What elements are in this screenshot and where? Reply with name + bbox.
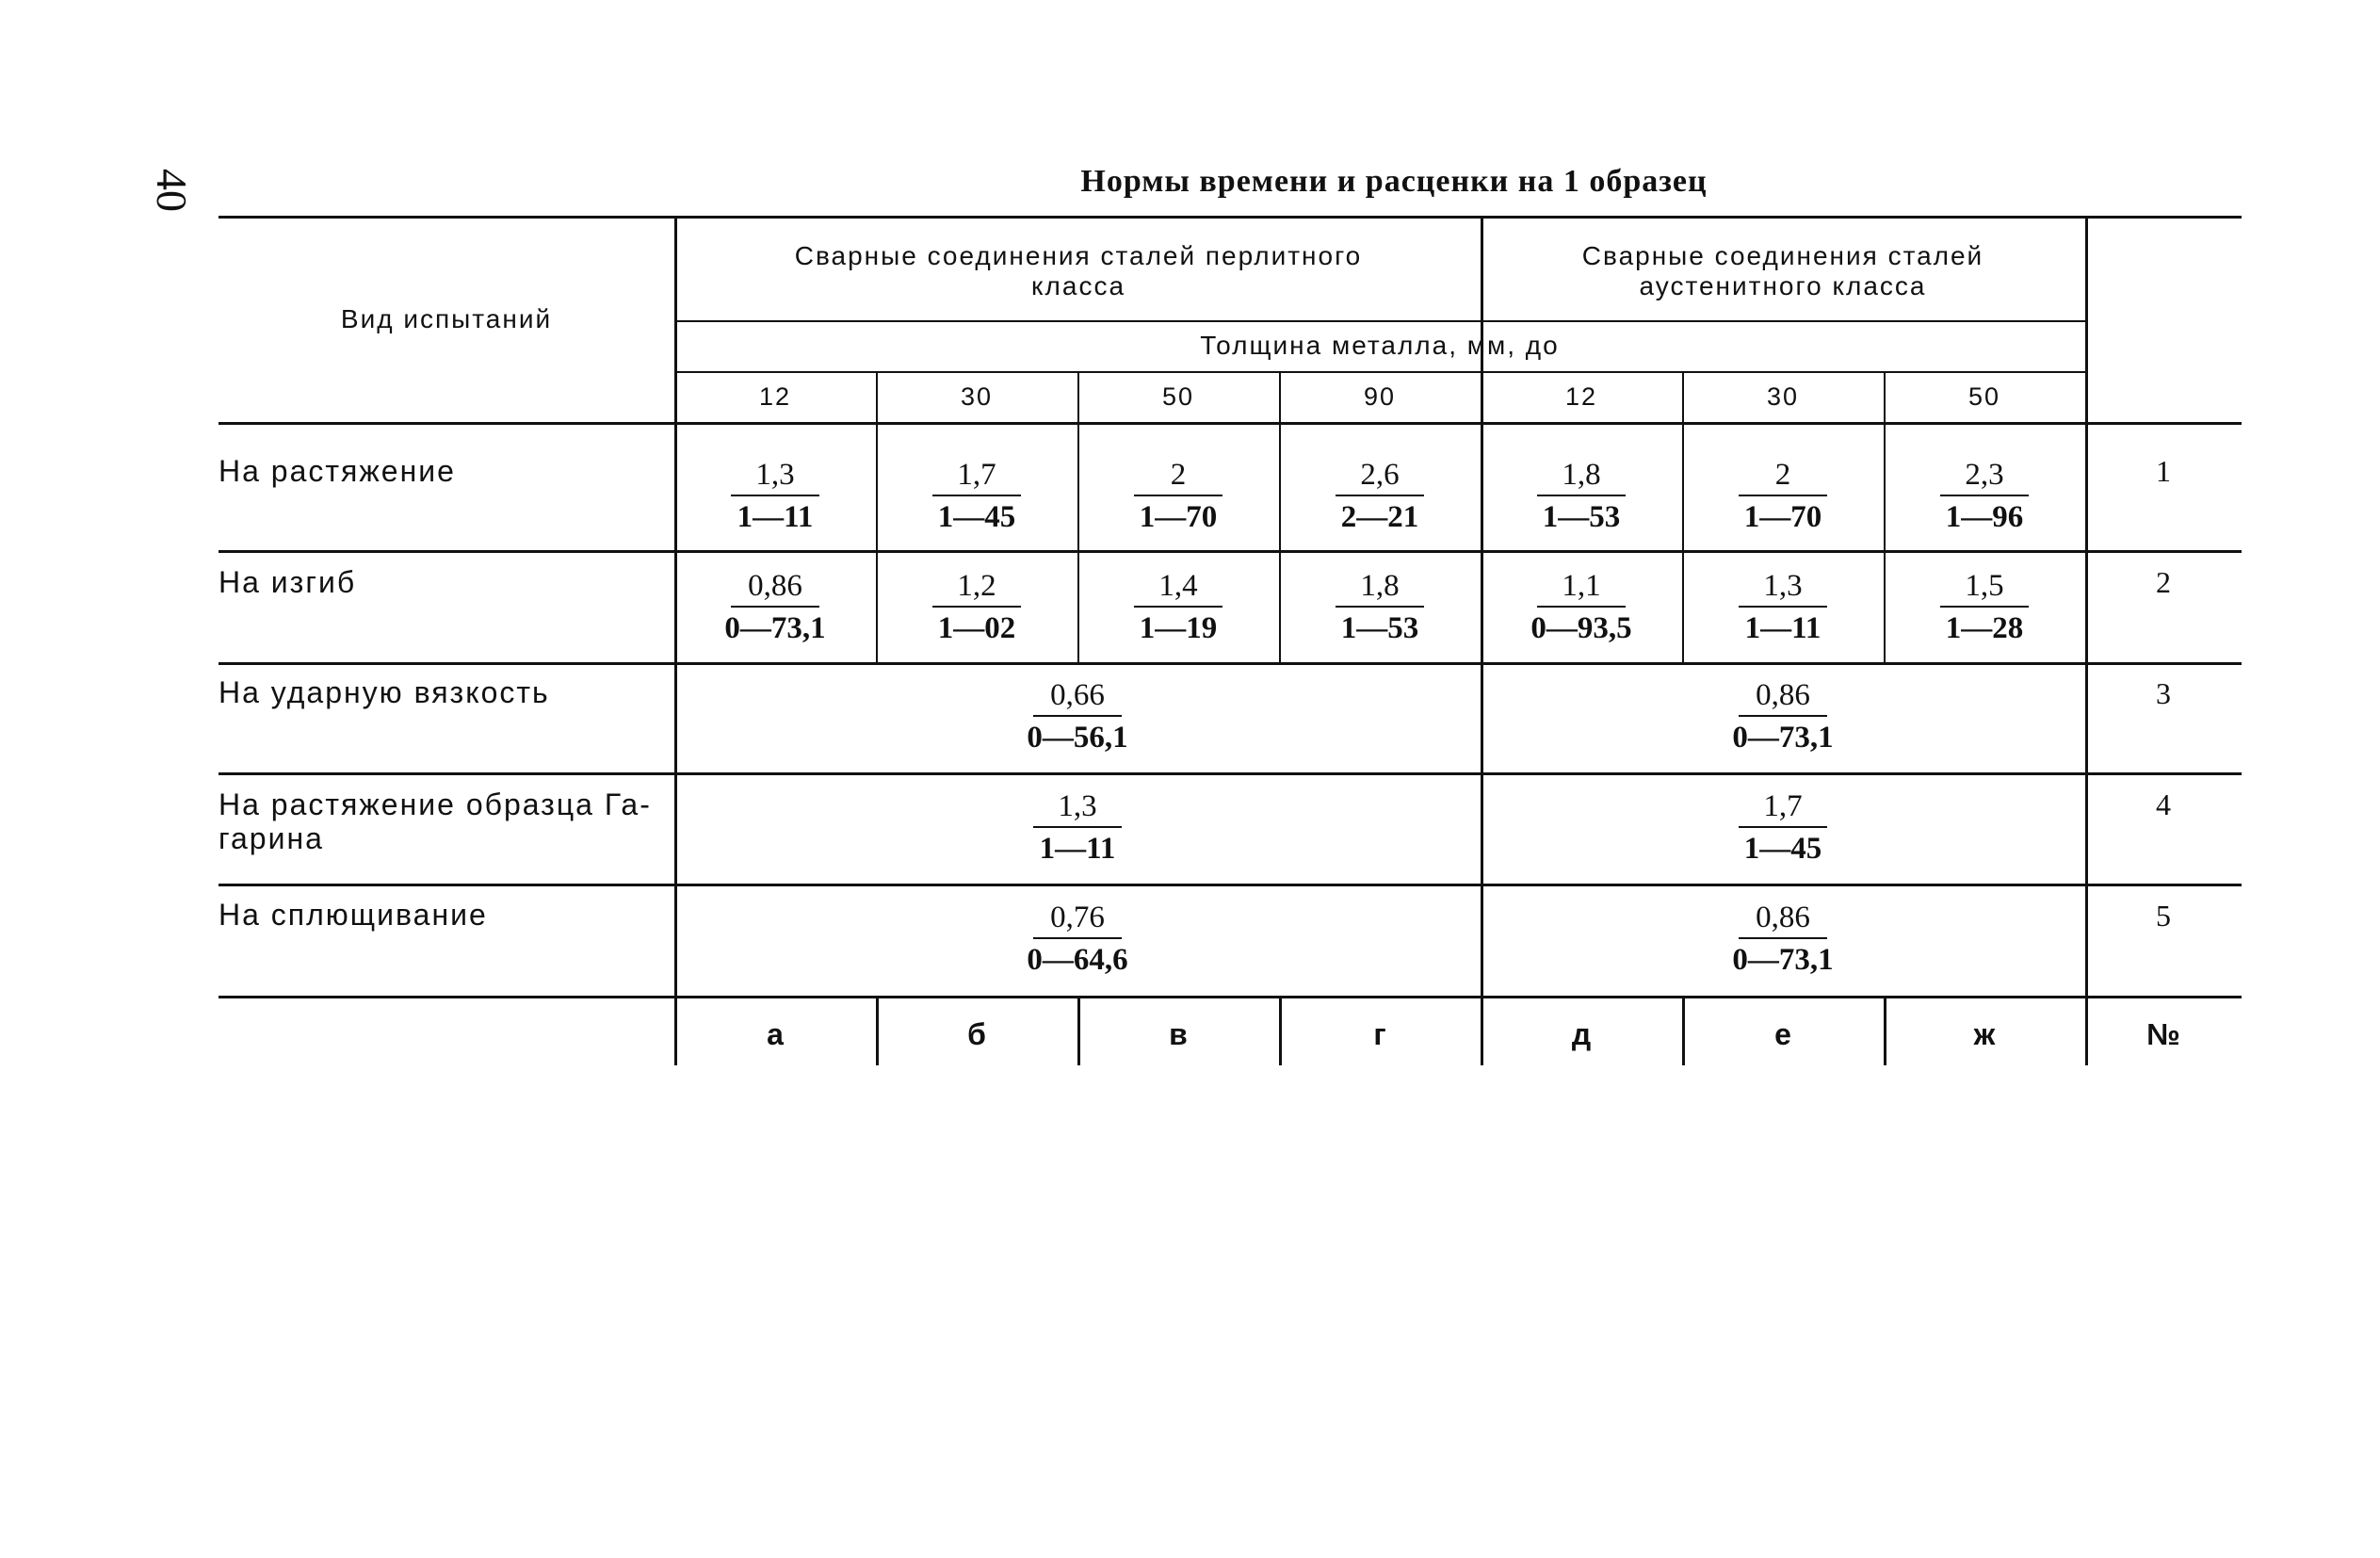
thickness-value-a: 12 — [758, 381, 792, 411]
value-cell — [674, 563, 876, 652]
time-value: 2 — [1134, 457, 1222, 496]
value-cell — [1884, 452, 2085, 541]
rate-value: 1—45 — [937, 500, 1016, 534]
time-value: 1,7 — [932, 457, 1021, 496]
rate-value: 1—19 — [1139, 611, 1218, 645]
number-column-label: № — [2146, 1016, 2180, 1051]
page-number: 40 — [148, 169, 196, 212]
row-number: 3 — [2156, 675, 2171, 710]
rule-v-numcol — [2085, 216, 2088, 1065]
rate-value: 1—70 — [1139, 500, 1218, 534]
value-cell-austenite — [1481, 784, 2085, 872]
column-letter-g: г — [1373, 1016, 1386, 1051]
row-label-gagarin — [219, 787, 661, 855]
rate-value: 0—73,1 — [724, 611, 826, 645]
header-group-perlite: Сварные соединения сталей перлитного класса — [794, 241, 1363, 300]
value-cell-perlite — [674, 895, 1481, 983]
column-letter-b: б — [967, 1016, 986, 1051]
rate-value: 0—93,5 — [1530, 611, 1632, 645]
row-number: 4 — [2156, 787, 2171, 821]
rate-value: 1—70 — [1743, 500, 1822, 534]
row-number: 1 — [2156, 453, 2171, 488]
column-letter-v: в — [1169, 1016, 1188, 1051]
row-number: 2 — [2156, 564, 2171, 599]
value-cell — [1077, 563, 1279, 652]
value-cell — [1481, 452, 1682, 541]
value-cell — [1279, 452, 1481, 541]
value-cell — [1884, 563, 2085, 652]
rate-value: 1—96 — [1945, 500, 2024, 534]
value-cell — [1279, 563, 1481, 652]
column-letter-a: а — [767, 1016, 784, 1051]
header-thickness: Толщина металла, мм, до — [1200, 331, 1560, 360]
rate-value: 1—53 — [1340, 611, 1419, 645]
column-letter-zh: ж — [1973, 1016, 1996, 1051]
rule-row4-bottom — [219, 884, 2242, 886]
value-cell-austenite — [1481, 895, 2085, 983]
time-value: 1,8 — [1336, 568, 1424, 608]
value-cell — [1682, 563, 1884, 652]
row-label-tension: На растяжение — [219, 454, 456, 488]
value-cell — [1481, 563, 1682, 652]
time-value: 2,3 — [1940, 457, 2029, 496]
time-value: 1,3 — [1739, 568, 1827, 608]
header-test-type: Вид испытаний — [340, 303, 553, 333]
rate-value: 0—73,1 — [1732, 943, 1834, 977]
thickness-value-e: 12 — [1564, 381, 1598, 411]
rate-value: 1—45 — [1743, 832, 1822, 866]
row-label-impact: На ударную вязкость — [219, 675, 550, 709]
rule-row1-bottom — [219, 550, 2242, 553]
thickness-value-c: 50 — [1161, 381, 1195, 411]
time-value: 1,1 — [1537, 568, 1626, 608]
time-value: 1,3 — [731, 457, 819, 496]
column-letter-e: е — [1774, 1016, 1791, 1051]
value-cell — [1682, 452, 1884, 541]
time-value: 1,7 — [1739, 788, 1827, 828]
time-value: 0,86 — [1739, 677, 1827, 717]
row-label-line: гарина — [219, 821, 324, 855]
rate-value: 0—56,1 — [1027, 721, 1128, 755]
column-letter-d: д — [1571, 1016, 1592, 1051]
rate-value: 0—64,6 — [1027, 943, 1128, 977]
header-group-austenite: Сварные соединения сталей аустенитного класса — [1581, 241, 1984, 300]
time-value: 0,86 — [1739, 900, 1827, 939]
time-value: 2 — [1739, 457, 1827, 496]
rate-value: 1—02 — [937, 611, 1016, 645]
rate-value: 2—21 — [1340, 500, 1419, 534]
value-cell — [674, 452, 876, 541]
time-value: 1,8 — [1537, 457, 1626, 496]
rule-row5-bottom — [219, 996, 2242, 998]
value-cell — [876, 452, 1077, 541]
thickness-value-d: 90 — [1363, 381, 1397, 411]
time-value: 1,5 — [1940, 568, 2029, 608]
time-value: 0,86 — [731, 568, 819, 608]
value-cell-perlite — [674, 673, 1481, 761]
thickness-value-b: 30 — [960, 381, 994, 411]
row-label-bending: На изгиб — [219, 565, 357, 599]
row-label-flattening: На сплющивание — [219, 898, 488, 932]
rate-value: 1—11 — [737, 500, 814, 534]
table-title: Нормы времени и расценки на 1 образец — [1080, 164, 1708, 199]
value-cell — [1077, 452, 1279, 541]
rate-value: 0—73,1 — [1732, 721, 1834, 755]
rate-value: 1—53 — [1542, 500, 1621, 534]
row-number: 5 — [2156, 898, 2171, 933]
time-value: 1,3 — [1033, 788, 1122, 828]
value-cell-perlite — [674, 784, 1481, 872]
time-value: 0,66 — [1033, 677, 1122, 717]
row-label-line: На растяжение образца Га- — [219, 787, 652, 821]
rule-row2-bottom — [219, 662, 2242, 665]
rule-header-bottom — [219, 422, 2242, 425]
rate-value: 1—11 — [1744, 611, 1821, 645]
rate-value: 1—28 — [1945, 611, 2024, 645]
time-value: 2,6 — [1336, 457, 1424, 496]
time-value: 0,76 — [1033, 900, 1122, 939]
time-value: 1,4 — [1134, 568, 1222, 608]
value-cell-austenite — [1481, 673, 2085, 761]
time-value: 1,2 — [932, 568, 1021, 608]
rate-value: 1—11 — [1039, 832, 1116, 866]
rule-row3-bottom — [219, 772, 2242, 775]
value-cell — [876, 563, 1077, 652]
thickness-value-g: 50 — [1967, 381, 2001, 411]
thickness-value-f: 30 — [1766, 381, 1800, 411]
